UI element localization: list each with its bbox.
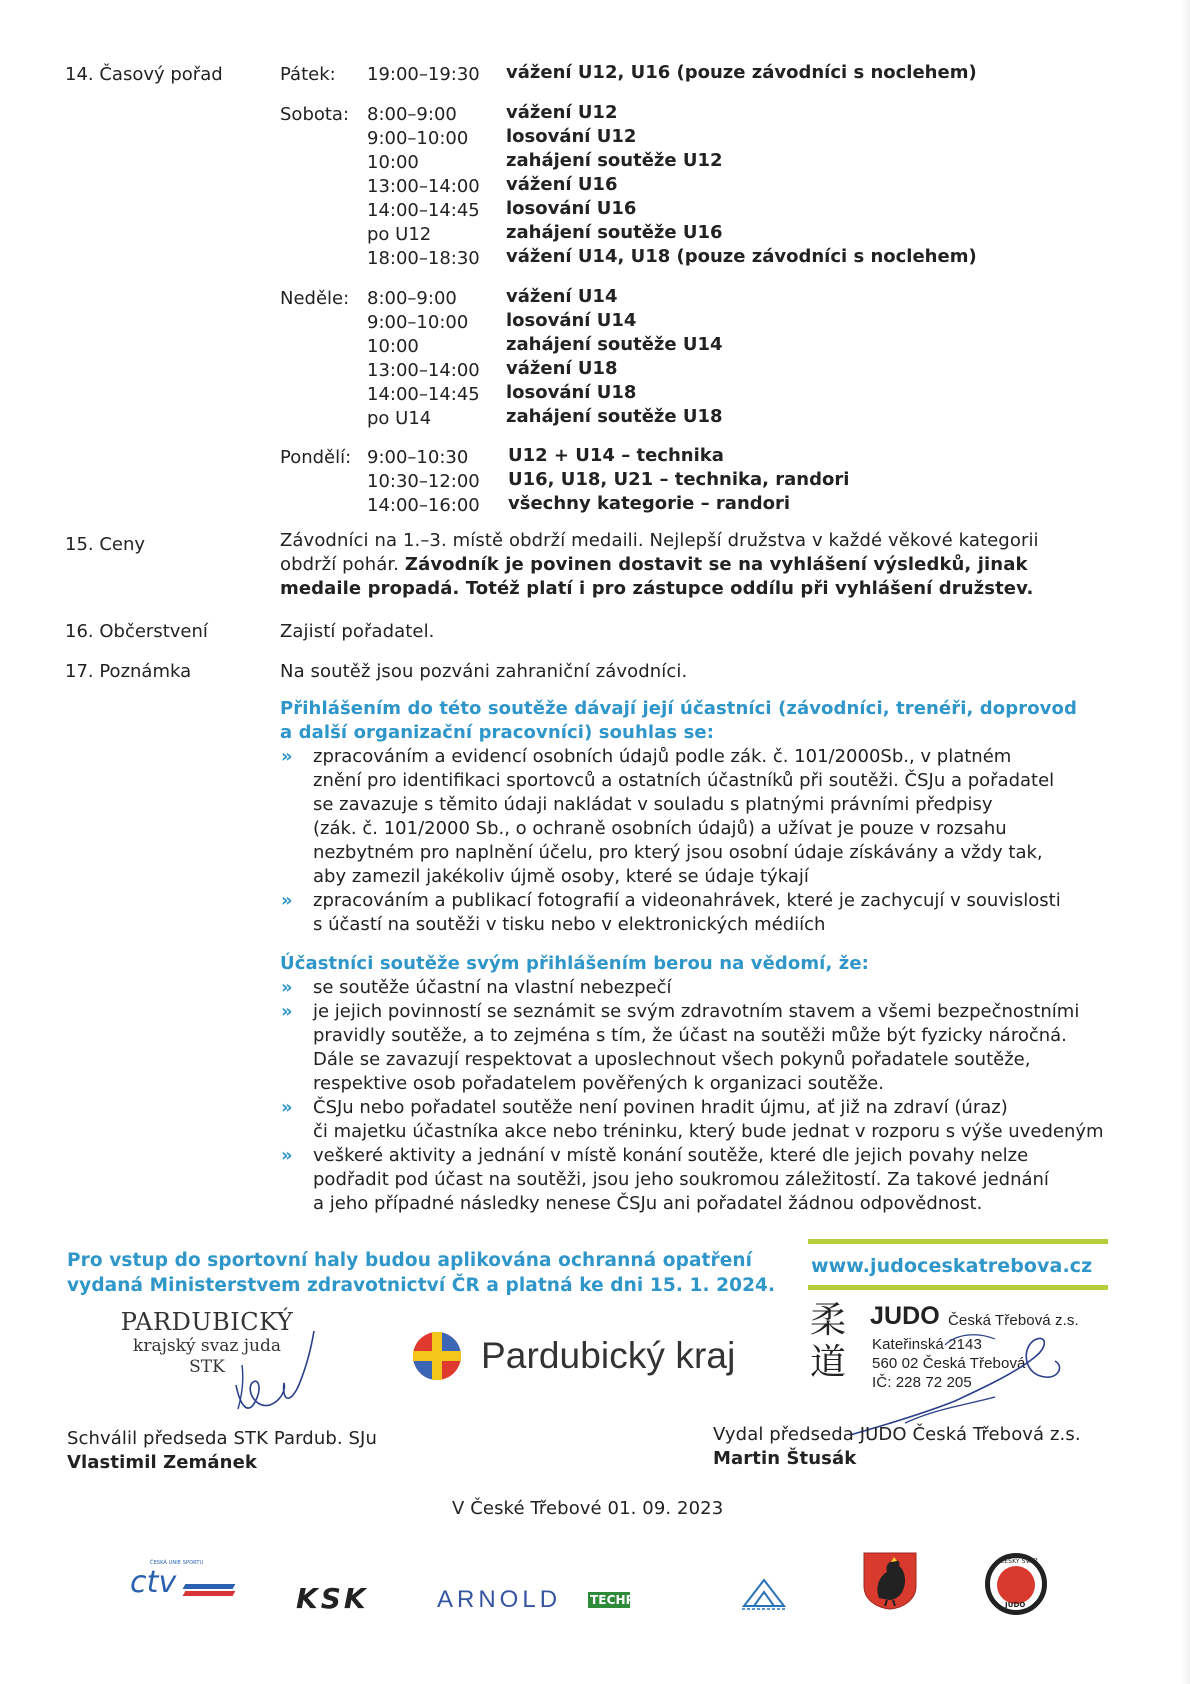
schedule-event: vážení U18 bbox=[506, 358, 618, 379]
schedule-time: 14:00–14:45 bbox=[367, 200, 480, 221]
schedule-event: losování U12 bbox=[506, 126, 637, 147]
section-15-label: 15. Ceny bbox=[65, 534, 146, 555]
ksk-logo: KSK bbox=[296, 1582, 369, 1615]
czech-judo-badge-red-circle bbox=[997, 1566, 1035, 1604]
prizes-line-2 bbox=[280, 553, 1028, 577]
schedule-event: všechny kategorie – randori bbox=[508, 493, 791, 514]
schedule-time: po U12 bbox=[367, 224, 432, 245]
schedule-time: 10:00 bbox=[367, 152, 419, 173]
schedule-time: 13:00–14:00 bbox=[367, 176, 480, 197]
schedule-event: zahájení soutěže U12 bbox=[506, 150, 723, 171]
schedule-time: 14:00–16:00 bbox=[367, 495, 480, 516]
chevron-bullet-icon: » bbox=[281, 746, 293, 767]
right-signer-name: Martin Štusák bbox=[713, 1448, 857, 1469]
judo-stamp-line-3: 560 02 Česká Třebová bbox=[872, 1355, 1026, 1372]
schedule-event: U12 + U14 – technika bbox=[508, 445, 724, 466]
consent-bullet-line: znění pro identifikaci sportovců a ostatních účastníků při soutěži. ČSJu a pořadatel bbox=[313, 770, 1055, 791]
schedule-time: po U14 bbox=[367, 408, 432, 429]
schedule-event: vážení U14, U18 (pouze závodníci s noclehem) bbox=[506, 246, 977, 267]
schedule-time: 10:30–12:00 bbox=[367, 471, 480, 492]
signature-left bbox=[228, 1325, 318, 1420]
chevron-bullet-icon: » bbox=[281, 890, 293, 911]
schedule-event: vážení U12, U16 (pouze závodníci s noclehem) bbox=[506, 62, 977, 83]
judo-stamp-line-4: IČ: 228 72 205 bbox=[872, 1374, 972, 1391]
schedule-time: 18:00–18:30 bbox=[367, 248, 480, 269]
acknowledge-bullet-line: ČSJu nebo pořadatel soutěže není povinen hradit újmu, ať již na zdraví (úraz) bbox=[313, 1097, 1008, 1118]
stk-stamp-line-3: STK bbox=[189, 1357, 225, 1377]
schedule-day-label: Pondělí: bbox=[280, 447, 352, 468]
consent-bullet-line: se zavazuje s těmito údaji nakládat v souladu s platnými právními předpisy bbox=[313, 794, 993, 815]
chevron-bullet-icon: » bbox=[281, 1145, 293, 1166]
schedule-time: 10:00 bbox=[367, 336, 419, 357]
schedule-day-label: Pátek: bbox=[280, 64, 336, 85]
consent-bullet-line: s účastí na soutěži v tisku nebo v elektronických médiích bbox=[313, 914, 826, 935]
schedule-day-label: Neděle: bbox=[280, 288, 350, 309]
website-bar-top bbox=[808, 1239, 1108, 1244]
acknowledge-heading: Účastníci soutěže svým přihlášením berou na vědomí, že: bbox=[280, 953, 869, 974]
ctv-logo-small-text: ČESKÁ UNIE SPORTU bbox=[150, 1560, 204, 1566]
mountain-logo-icon bbox=[740, 1576, 788, 1612]
acknowledge-bullet-line: je jejich povinností se seznámit se svým zdravotním stavem a všemi bezpečnostními bbox=[313, 1001, 1080, 1022]
consent-bullet-line: zpracováním a evidencí osobních údajů podle zák. č. 101/2000Sb., v platném bbox=[313, 746, 1012, 767]
section-17-label: 17. Poznámka bbox=[65, 661, 192, 682]
schedule-event: losování U16 bbox=[506, 198, 637, 219]
acknowledge-bullet-line: se soutěže účastní na vlastní nebezpečí bbox=[313, 977, 672, 998]
judo-stamp-subtitle: Česká Třebová z.s. bbox=[948, 1312, 1079, 1329]
acknowledge-bullet-line: respektive osob pořadatelem pověřených k organizaci soutěže. bbox=[313, 1073, 884, 1094]
schedule-time: 14:00–14:45 bbox=[367, 384, 480, 405]
pardubicky-kraj-emblem-icon bbox=[412, 1331, 462, 1381]
czech-judo-badge-top-text: ČESKÝ SVAZ bbox=[1000, 1558, 1038, 1565]
chevron-bullet-icon: » bbox=[281, 977, 293, 998]
schedule-event: vážení U12 bbox=[506, 102, 618, 123]
schedule-event: losování U18 bbox=[506, 382, 637, 403]
schedule-time: 9:00–10:00 bbox=[367, 312, 469, 333]
schedule-event: vážení U16 bbox=[506, 174, 618, 195]
schedule-event: U16, U18, U21 – technika, randori bbox=[508, 469, 850, 490]
czech-judo-badge bbox=[985, 1553, 1047, 1615]
arnold-logo: ARNOLD bbox=[437, 1586, 562, 1613]
consent-bullet-line: aby zamezil jakékoliv újmě osoby, které se údaje týkají bbox=[313, 866, 809, 887]
prizes-line-1: Závodníci na 1.–3. místě obdrží medaili. Nejlepší družstva v každé věkové kategorii bbox=[280, 530, 1039, 551]
schedule-day-label: Sobota: bbox=[280, 104, 350, 125]
schedule-event: zahájení soutěže U18 bbox=[506, 406, 723, 427]
ctv-logo bbox=[126, 1560, 238, 1610]
acknowledge-bullet-line: či majetku účastníka akce nebo tréninku, který bude jednat v rozporu s výše uvedeným bbox=[313, 1121, 1104, 1142]
acknowledge-bullet-line: pravidly soutěže, a to zejména s tím, že účast na soutěži může být fyzicky náročná. bbox=[313, 1025, 1067, 1046]
ctv-stripe-red bbox=[183, 1591, 236, 1596]
left-signer-name: Vlastimil Zemánek bbox=[67, 1452, 257, 1473]
consent-bullet-line: (zák. č. 101/2000 Sb., o ochraně osobních údajů) a užívat je pouze v rozsahu bbox=[313, 818, 1007, 839]
prizes-line-2-normal: obdrží pohár. bbox=[280, 554, 400, 575]
website-link[interactable]: www.judoceskatrebova.cz bbox=[811, 1255, 1093, 1277]
chevron-bullet-icon: » bbox=[281, 1001, 293, 1022]
covid-notice-line-1: Pro vstup do sportovní haly budou aplikována ochranná opatření bbox=[67, 1250, 753, 1271]
right-signer-role: Vydal předseda JUDO Česká Třebová z.s. bbox=[713, 1424, 1081, 1445]
section-16-label: 16. Občerstvení bbox=[65, 621, 208, 642]
pardubicky-kraj-logo-text: Pardubický kraj bbox=[481, 1335, 736, 1376]
scan-edge bbox=[1182, 0, 1190, 1684]
schedule-time: 9:00–10:00 bbox=[367, 128, 469, 149]
left-signer-role: Schválil předseda STK Pardub. SJu bbox=[67, 1428, 377, 1449]
schedule-event: losování U14 bbox=[506, 310, 637, 331]
consent-bullet-line: zpracováním a publikací fotografií a videonahrávek, které je zachycují v souvislosti bbox=[313, 890, 1061, 911]
prizes-line-2-bold: Závodník je povinen dostavit se na vyhlášení výsledků, jinak bbox=[404, 554, 1028, 575]
schedule-event: vážení U14 bbox=[506, 286, 618, 307]
acknowledge-bullet-line: a jeho případné následky nenese ČSJu ani pořadatel žádnou odpovědnost. bbox=[313, 1193, 983, 1214]
acknowledge-bullet-line: veškeré aktivity a jednání v místě konání soutěže, které dle jejich povahy nelze bbox=[313, 1145, 1029, 1166]
ctv-logo-text: ctv bbox=[130, 1565, 177, 1600]
schedule-time: 13:00–14:00 bbox=[367, 360, 480, 381]
acknowledge-bullet-line: Dále se zavazují respektovat a uposlechnout všech pokynů pořadatele soutěže, bbox=[313, 1049, 1031, 1070]
judo-kanji: 柔道 bbox=[810, 1300, 847, 1383]
ctv-stripe-blue bbox=[183, 1584, 236, 1589]
prizes-line-3: medaile propadá. Totéž platí i pro zástupce oddílu při vyhlášení družstev. bbox=[280, 578, 1034, 599]
judo-stamp-title: JUDO bbox=[870, 1302, 940, 1330]
section-14-label: 14. Časový pořad bbox=[65, 64, 223, 85]
acknowledge-bullet-line: podřadit pod účast na soutěži, jsou jeho soukromou záležitostí. Za takové jednání bbox=[313, 1169, 1049, 1190]
czech-judo-badge-text: JUDO bbox=[1005, 1601, 1026, 1609]
stk-stamp-line-2: krajský svaz juda bbox=[133, 1336, 281, 1356]
schedule-time: 19:00–19:30 bbox=[367, 64, 480, 85]
consent-heading-1: Přihlášením do této soutěže dávají její účastníci (závodníci, trenéři, doprovod bbox=[280, 698, 1077, 719]
judo-stamp-line-2: Kateřinská 2143 bbox=[872, 1336, 982, 1353]
ceska-trebova-coat-of-arms-icon bbox=[863, 1552, 917, 1610]
website-bar-bottom bbox=[808, 1285, 1108, 1290]
consent-bullet-line: nezbytném pro naplnění účelu, pro který jsou osobní údaje získávány a vždy tak, bbox=[313, 842, 1043, 863]
covid-notice-line-2: vydaná Ministerstvem zdravotnictví ČR a platná ke dni 15. 1. 2024. bbox=[67, 1275, 776, 1296]
refreshment-text: Zajistí pořadatel. bbox=[280, 621, 435, 642]
schedule-time: 9:00–10:30 bbox=[367, 447, 469, 468]
chevron-bullet-icon: » bbox=[281, 1097, 293, 1118]
schedule-event: zahájení soutěže U16 bbox=[506, 222, 723, 243]
schedule-time: 8:00–9:00 bbox=[367, 104, 457, 125]
date-line: V České Třebové 01. 09. 2023 bbox=[452, 1498, 724, 1519]
stk-stamp-line-1: PARDUBICKÝ bbox=[120, 1308, 294, 1336]
techplast-logo-text: TECHPLAST bbox=[590, 1593, 669, 1607]
note-text: Na soutěž jsou pozváni zahraniční závodníci. bbox=[280, 661, 688, 682]
schedule-event: zahájení soutěže U14 bbox=[506, 334, 723, 355]
consent-heading-2: a další organizační pracovníci) souhlas se: bbox=[280, 722, 714, 743]
techplast-logo bbox=[588, 1591, 680, 1609]
schedule-time: 8:00–9:00 bbox=[367, 288, 457, 309]
